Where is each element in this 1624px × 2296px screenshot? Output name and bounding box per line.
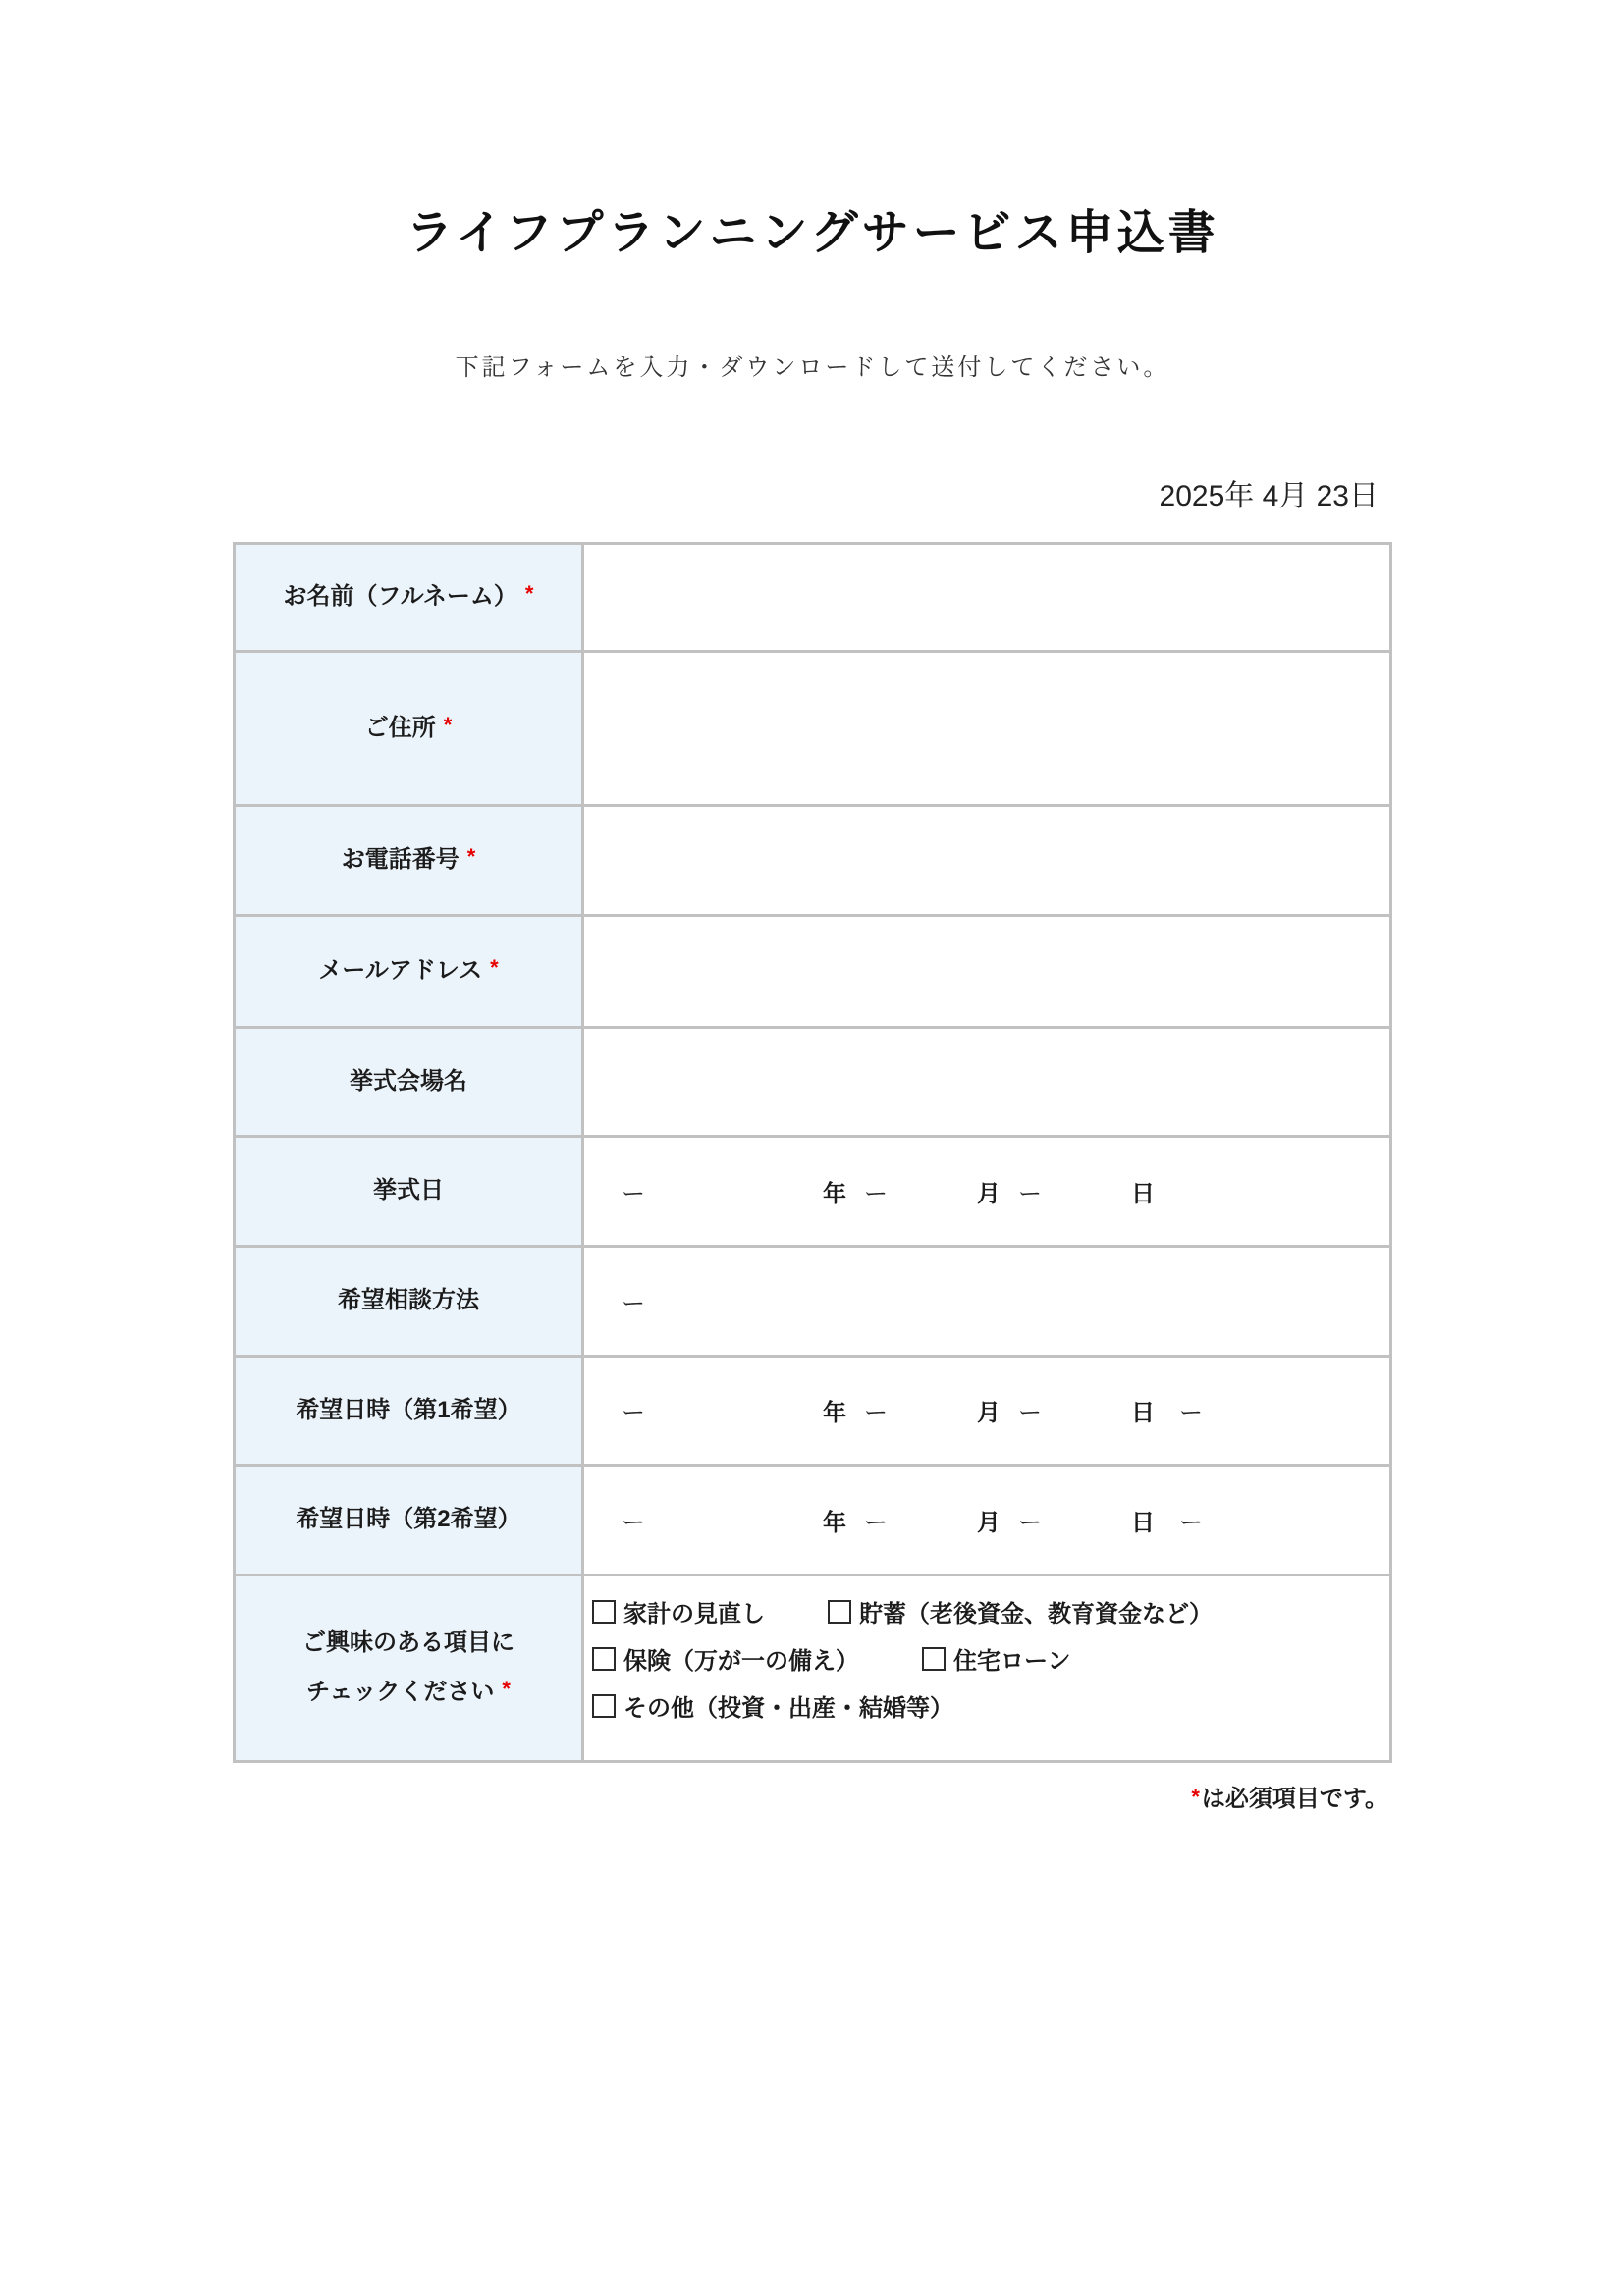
venue-name-label xyxy=(235,1027,583,1136)
required-asterisk: * xyxy=(443,712,453,737)
preferred-datetime-1-label-text: 希望日時（第1希望） xyxy=(296,1396,521,1423)
interests-label-text: チェックください xyxy=(306,1679,495,1706)
address-label-line xyxy=(237,704,580,753)
unit-year-label: 年 xyxy=(823,1509,846,1536)
wedding-date-year-select[interactable]: ー xyxy=(622,1180,645,1207)
required-asterisk: * xyxy=(524,581,534,607)
wedding-date-label xyxy=(235,1136,583,1246)
required-footnote-text: は必須項目です。 xyxy=(1201,1785,1388,1812)
checkbox-household-budget[interactable] xyxy=(592,1594,765,1629)
required-asterisk: * xyxy=(466,844,476,870)
wedding-date-date-line xyxy=(622,1174,1380,1208)
consultation-method-select[interactable]: ー xyxy=(622,1290,645,1317)
preferred-datetime-2-value-cell xyxy=(583,1465,1391,1575)
interests-label xyxy=(235,1575,583,1761)
required-asterisk: * xyxy=(502,1677,511,1702)
full-name-label-line xyxy=(237,572,580,621)
checkbox-insurance[interactable] xyxy=(592,1641,859,1676)
wedding-date-label-text: 挙式日 xyxy=(373,1177,444,1204)
phone-number-label xyxy=(235,805,583,915)
preferred-datetime-2-month-select[interactable]: ー xyxy=(864,1509,888,1536)
required-footnote xyxy=(233,1779,1392,1813)
form-row-consultation-method xyxy=(235,1246,1391,1356)
preferred-datetime-2-date-line xyxy=(622,1503,1380,1537)
email-address-input[interactable] xyxy=(622,940,1369,1001)
phone-number-label-text: お電話番号 xyxy=(341,846,460,874)
preferred-datetime-1-value-cell xyxy=(583,1356,1391,1465)
phone-number-value-cell[interactable] xyxy=(583,805,1391,915)
preferred-datetime-2-label-text: 希望日時（第2希望） xyxy=(296,1506,521,1533)
form-row-address xyxy=(235,651,1391,805)
full-name-label xyxy=(235,543,583,651)
address-input[interactable] xyxy=(622,665,1369,786)
preferred-datetime-1-date-line xyxy=(622,1393,1380,1427)
email-address-label-text: メールアドレス xyxy=(318,957,483,985)
checkbox-household-budget-label: 家計の見直し xyxy=(623,1601,765,1629)
unit-day-label: 日 xyxy=(1131,1509,1155,1536)
form-row-preferred-datetime-2 xyxy=(235,1465,1391,1575)
interests-options-line xyxy=(592,1635,1381,1682)
address-label-text: ご住所 xyxy=(364,714,436,741)
form-row-wedding-date xyxy=(235,1136,1391,1246)
preferred-datetime-2-day-select[interactable]: ー xyxy=(1018,1509,1042,1536)
consultation-method-label-text: 希望相談方法 xyxy=(338,1287,479,1314)
preferred-datetime-1-label-line xyxy=(237,1386,580,1435)
interests-label-line xyxy=(237,1619,580,1668)
preferred-datetime-2-time-select[interactable]: ー xyxy=(1179,1509,1203,1536)
phone-number-input[interactable] xyxy=(622,829,1369,890)
email-address-label-line xyxy=(237,946,580,995)
preferred-datetime-1-month-select[interactable]: ー xyxy=(864,1400,888,1427)
interests-value-cell xyxy=(583,1575,1391,1761)
interests-options-line xyxy=(592,1588,1381,1635)
unit-month-label: 月 xyxy=(977,1400,1001,1427)
application-form-table xyxy=(233,542,1392,1763)
unit-day-label: 日 xyxy=(1131,1180,1155,1207)
consultation-method-label-line xyxy=(237,1276,580,1325)
form-date: 2025年 4月 23日 xyxy=(1159,479,1379,512)
full-name-value-cell[interactable] xyxy=(583,543,1391,651)
full-name-input[interactable] xyxy=(622,566,1369,627)
preferred-datetime-1-time-select[interactable]: ー xyxy=(1179,1400,1203,1427)
preferred-datetime-1-year-select[interactable]: ー xyxy=(622,1400,645,1427)
consultation-method-value-cell xyxy=(583,1246,1391,1356)
required-asterisk: * xyxy=(490,955,499,981)
required-asterisk: * xyxy=(1191,1784,1200,1809)
interests-options-line xyxy=(592,1682,1381,1730)
checkbox-insurance-label: 保険（万が一の備え） xyxy=(623,1648,859,1676)
form-row-email-address xyxy=(235,915,1391,1027)
venue-name-input[interactable] xyxy=(622,1051,1369,1112)
unit-year-label: 年 xyxy=(823,1400,846,1427)
form-row-preferred-datetime-1 xyxy=(235,1356,1391,1465)
interests-label-line xyxy=(237,1668,580,1717)
wedding-date-month-select[interactable]: ー xyxy=(864,1180,888,1207)
email-address-label xyxy=(235,915,583,1027)
venue-name-label-line xyxy=(237,1057,580,1106)
preferred-datetime-1-label xyxy=(235,1356,583,1465)
unit-month-label: 月 xyxy=(977,1180,1001,1207)
checkbox-mortgage-label: 住宅ローン xyxy=(953,1648,1071,1676)
checkbox-household-budget-box[interactable] xyxy=(592,1600,616,1624)
preferred-datetime-1-day-select[interactable]: ー xyxy=(1018,1400,1042,1427)
form-row-full-name xyxy=(235,543,1391,651)
wedding-date-label-line xyxy=(237,1166,580,1215)
wedding-date-day-select[interactable]: ー xyxy=(1018,1180,1042,1207)
page-title: ライフプランニングサービス申込書 xyxy=(406,207,1219,259)
venue-name-label-text: 挙式会場名 xyxy=(350,1067,467,1095)
unit-year-label: 年 xyxy=(823,1180,846,1207)
address-value-cell[interactable] xyxy=(583,651,1391,805)
preferred-datetime-2-label-line xyxy=(237,1495,580,1544)
wedding-date-value-cell xyxy=(583,1136,1391,1246)
form-row-phone-number xyxy=(235,805,1391,915)
venue-name-value-cell[interactable] xyxy=(583,1027,1391,1136)
preferred-datetime-2-label xyxy=(235,1465,583,1575)
full-name-label-text: お名前（フルネーム） xyxy=(283,583,517,611)
preferred-datetime-2-year-select[interactable]: ー xyxy=(622,1509,645,1536)
application-form-page xyxy=(233,0,1392,1813)
address-label xyxy=(235,651,583,805)
checkbox-other-box[interactable] xyxy=(592,1694,616,1718)
checkbox-mortgage[interactable] xyxy=(922,1641,1071,1676)
unit-day-label: 日 xyxy=(1131,1400,1155,1427)
checkbox-insurance-box[interactable] xyxy=(592,1647,616,1671)
form-row-venue-name xyxy=(235,1027,1391,1136)
checkbox-other[interactable] xyxy=(592,1688,953,1723)
checkbox-savings[interactable] xyxy=(828,1594,1213,1629)
email-address-value-cell[interactable] xyxy=(583,915,1391,1027)
checkbox-other-label: その他（投資・出産・結婚等） xyxy=(623,1695,953,1723)
interests-label-text: ご興味のある項目に xyxy=(302,1629,514,1657)
consultation-method-label xyxy=(235,1246,583,1356)
page-subtitle: 下記フォームを入力・ダウンロードして送付してください。 xyxy=(455,353,1170,381)
checkbox-savings-box[interactable] xyxy=(828,1600,851,1624)
unit-month-label: 月 xyxy=(977,1509,1001,1536)
form-row-interests xyxy=(235,1575,1391,1761)
phone-number-label-line xyxy=(237,835,580,884)
checkbox-mortgage-box[interactable] xyxy=(922,1647,946,1671)
checkbox-savings-label: 貯蓄（老後資金、教育資金など） xyxy=(859,1601,1213,1629)
